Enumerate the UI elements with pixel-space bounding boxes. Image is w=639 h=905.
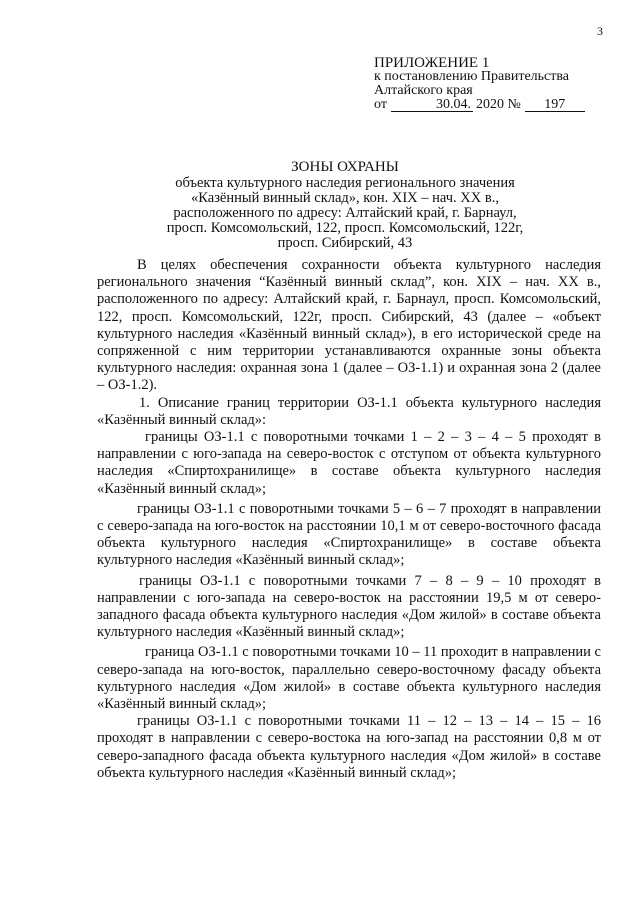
title-line-1: объекта культурного наследия регионального значения [175, 175, 515, 191]
appendix-resolution-line: к постановлению Правительства [374, 69, 570, 84]
paragraph-section-1: 1. Описание границ территории ОЗ-1.1 объекта культурного наследия «Казённый винный склад»: [97, 394, 601, 428]
paragraph-boundary-7-10: границы ОЗ-1.1 с поворотными точками 7 – 8 – 9 – 10 проходят в направлении с юго-запада на северо-восток на расстоянии 19,5 м от северо-западного фасада объекта культурного наследия «Дом жилой» в составе объекта культурного наследия «Казённый винный склад»; [97, 572, 601, 641]
appendix-region-line: Алтайского края [374, 83, 473, 98]
resolution-year: 2020 [475, 97, 504, 112]
title-line-4: просп. Комсомольский, 122, просп. Комсомольский, 122г, [166, 220, 524, 236]
paragraph-boundary-5-7: границы ОЗ-1.1 с поворотными точками 5 – 6 – 7 проходят в направлении с северо-запада на юго-восток на расстоянии 10,1 м от северо-восточного фасада объекта культурного наследия «Спиртохранилище» в составе объекта культурного наследия «Казённый винный склад»; [97, 500, 601, 569]
paragraph-boundary-10-11: граница ОЗ-1.1 с поворотными точками 10 – 11 проходит в направлении с северо-запада на юго-восток, параллельно северо-восточному фасаду объекта культурного наследия «Дом жилой» в составе объекта культурного наследия «Казённый винный склад»; [97, 644, 601, 713]
page-number: 3 [597, 24, 603, 38]
appendix-heading: ПРИЛОЖЕНИЕ 1 [374, 55, 490, 71]
appendix-date-line [374, 98, 585, 112]
resolution-number: 197 [525, 98, 585, 112]
appendix-header [374, 56, 585, 112]
title-line-5: просп. Сибирский, 43 [277, 235, 413, 251]
paragraph-boundary-1-5: границы ОЗ-1.1 с поворотными точками 1 – 2 – 3 – 4 – 5 проходят в направлении с юго-запада на северо-восток с отступом от объекта культурного наследия «Спиртохранилище» в составе объекта культурного наследия «Казённый винный склад»; [97, 429, 601, 497]
date-prefix: от [374, 97, 387, 112]
title-main: ЗОНЫ ОХРАНЫ [291, 159, 399, 175]
paragraph-intro: В целях обеспечения сохранности объекта культурного наследия регионального значения “Казённый винный склад”, кон. XIX – нач. XX в., расположенного по адресу: Алтайский край, г. Барнаул, просп. Комсомольский, 122, просп. Комсомольский, 122г, просп. Сибирский, 43 (далее – «объект культурного наследия «Казённый винный склад»), в его исторической среде на сопряженной с ним территории устанавливаются охранные зоны объекта культурного наследия: охранная зона 1 (далее – ОЗ-1.1) и охранная зона 2 (далее – ОЗ-1.2). [97, 257, 601, 394]
title-line-2: «Казённый винный склад», кон. XIX – нач. XX в., [191, 190, 499, 206]
title-line-3: расположенного по адресу: Алтайский край, г. Барнаул, [173, 205, 517, 221]
paragraph-boundary-11-16: границы ОЗ-1.1 с поворотными точками 11 – 12 – 13 – 14 – 15 – 16 проходят в направлении с северо-востока на юго-запад на расстоянии 0,8 м от северо-западного фасада объекта культурного наследия «Дом жилой» в составе объекта культурного наследия «Казённый винный склад»; [97, 713, 601, 781]
document-body [97, 257, 601, 782]
document-title [95, 160, 595, 251]
number-sign: № [507, 97, 521, 112]
resolution-date: 30.04. [391, 98, 473, 112]
